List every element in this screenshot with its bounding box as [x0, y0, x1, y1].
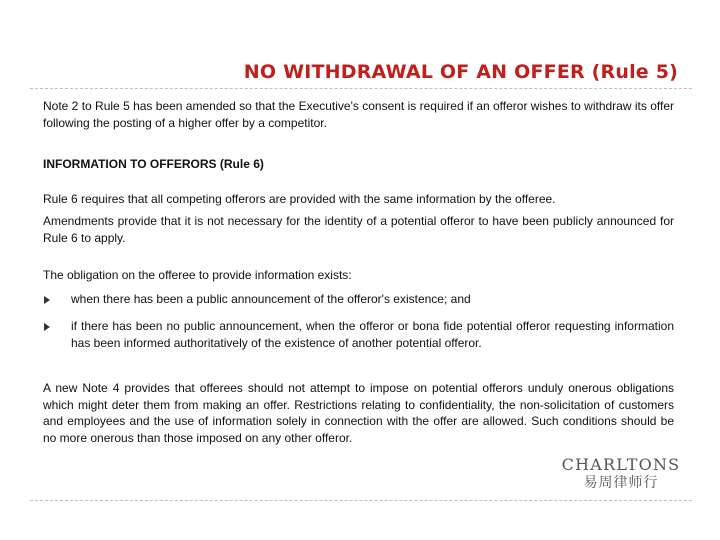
paragraph-obligation: The obligation on the offeree to provide information exists: — [43, 268, 352, 282]
bullet-item: if there has been no public announcement, when the offeror or bona fide potential offeror requesting information has been informed authoritatively of the existence of another potential offeror. — [71, 319, 674, 350]
top-divider — [30, 88, 692, 89]
bullet-item: when there has been a public announcement of the offeror's existence; and — [71, 292, 471, 306]
paragraph-rule6: Rule 6 requires that all competing offerors are provided with the same information by the offeree. — [43, 192, 556, 206]
logo-name-en: CHARLTONS — [561, 455, 681, 474]
charltons-logo — [561, 456, 681, 492]
paragraph-amendments: Amendments provide that it is not necessary for the identity of a potential offeror to have been publicly announced for Rule 6 to apply. — [43, 214, 674, 245]
heading-rule6: INFORMATION TO OFFERORS (Rule 6) — [43, 157, 264, 171]
bottom-divider — [30, 500, 692, 501]
triangle-right-icon — [43, 295, 51, 305]
slide-title: NO WITHDRAWAL OF AN OFFER (Rule 5) — [243, 61, 678, 83]
triangle-right-icon — [43, 322, 51, 332]
paragraph-note2: Note 2 to Rule 5 has been amended so that the Executive's consent is required if an offeror wishes to withdraw its offer following the posting of a higher offer by a competitor. — [43, 99, 674, 130]
paragraph-note4: A new Note 4 provides that offerees should not attempt to impose on potential offerors unduly onerous obligations which might deter them from making an offer. Restrictions relating to confidentiality, the non-solicitation of customers and employees and the use of information solely in connection with the offer are allowed. Such conditions should be no more onerous than those imposed on any other offeror. — [43, 381, 674, 445]
logo-name-zh: 易周律师行 — [583, 475, 659, 491]
